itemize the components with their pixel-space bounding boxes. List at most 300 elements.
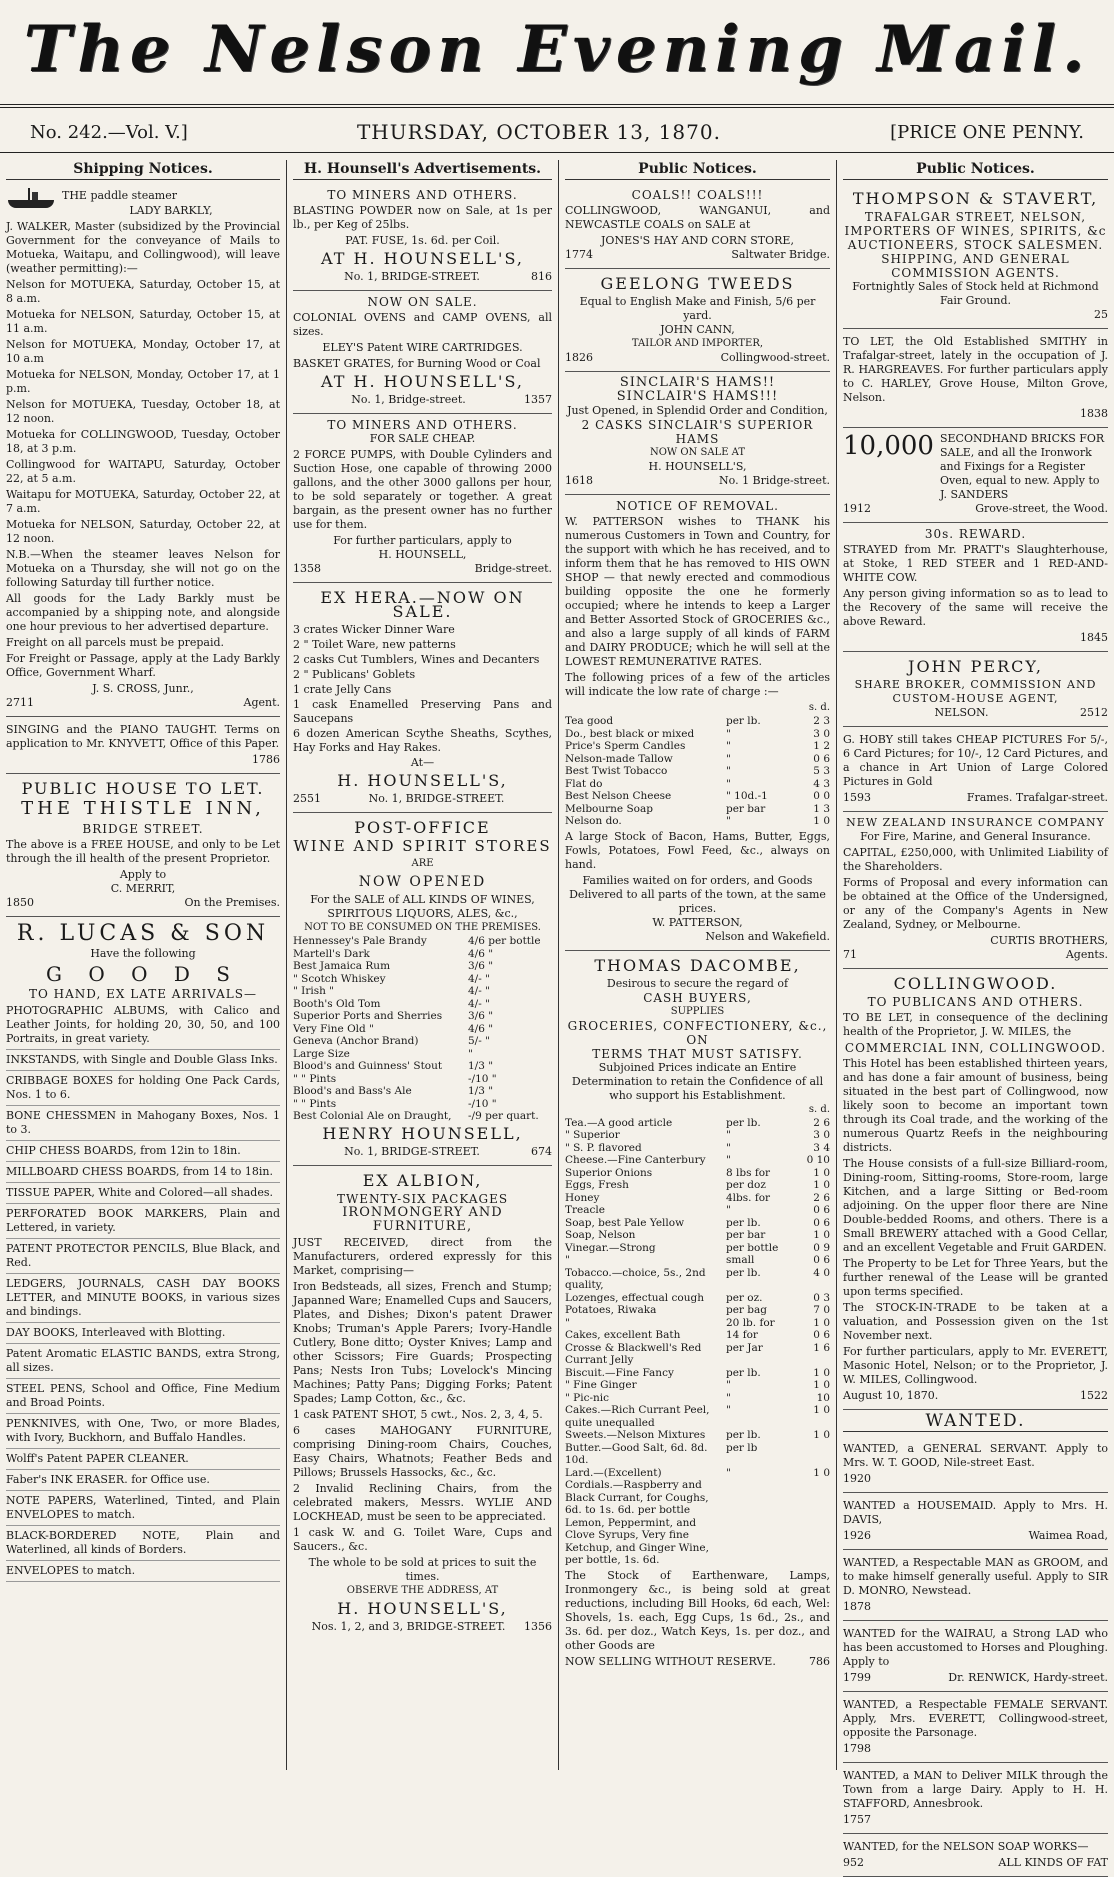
- price-item: " Superior: [565, 1129, 620, 1141]
- ad-body: The Stock of Earthenware, Lamps, Ironmongery &c., is being sold at great reductions, including Bill Hooks, 6d each, Wel: Shovels, 1s. each, Egg Cups, 1s 6d., 2s., and 3s. 6d. per doz., Watch Keys, 1s. per doz., and other Goods are: [565, 1568, 830, 1652]
- price-value: 3 4: [813, 1141, 830, 1154]
- price-row: [565, 1254, 830, 1267]
- ad-nz-insurance: [843, 812, 1108, 969]
- inn-street: BRIDGE STREET.: [82, 822, 204, 836]
- price-unit: small: [726, 1254, 755, 1266]
- ad-number: 1356: [524, 1619, 552, 1633]
- albion-item: Iron Bedsteads, all sizes, French and Stump; Japanned Ware; Enamelled Cups and Saucers, Plates, and Dishes; Dixon's patent Drawer Knobs; Truman's Apple Parers; Ivory-Handle Cutlery, Bone ditto; Oyster Knives; Lamp and other Scissors; Fire Guards; Prospecting Pans; Nests Iron Tubs; Lovelock's Mincing Machines; Patty Pans; Digging Forks; Patent Spades; Lamp Cotton, &c., &c.: [293, 1279, 552, 1405]
- price-value: 1 0: [813, 1229, 830, 1241]
- price-value: 2 6: [813, 1191, 830, 1204]
- price-value: 5 3: [813, 765, 830, 777]
- price-row: [565, 1367, 830, 1380]
- ad-line: ELEY'S Patent WIRE CARTRIDGES.: [322, 341, 523, 354]
- price-unit: ": [726, 1379, 731, 1391]
- price-value: [788, 1517, 830, 1567]
- price-unit: [726, 1479, 788, 1517]
- ad-number: 1912: [843, 502, 871, 515]
- ad-line: NOW OPENED: [358, 874, 487, 890]
- ad-contact: CURTIS BROTHERS,: [990, 934, 1108, 947]
- wine-name: Booth's Old Tom: [293, 997, 381, 1010]
- price-item: " S. P. flavored: [565, 1141, 642, 1154]
- ad-number: 786: [809, 1654, 830, 1668]
- price-row: [565, 790, 830, 803]
- price-unit: ": [726, 1141, 731, 1154]
- price-unit: per lb: [726, 1441, 758, 1454]
- price-row: [565, 1517, 830, 1567]
- column-header: Shipping Notices.: [6, 160, 280, 180]
- price-row: [565, 1129, 830, 1142]
- price-item: ": [565, 1316, 570, 1329]
- wine-price: 3/6 ": [468, 960, 494, 972]
- wine-price: -/10 ": [468, 1072, 497, 1085]
- price-unit: [726, 1517, 788, 1567]
- price-item: Soap, best Pale Yellow: [565, 1216, 685, 1229]
- price-unit: 8 lbs for: [726, 1166, 771, 1179]
- ad-body: TO BE LET, in consequence of the declining health of the Proprietor, J. W. MILES, the: [843, 1011, 1108, 1038]
- wine-price: -/9 per quart.: [468, 1110, 539, 1122]
- ad-seller: H. HOUNSELL'S,: [337, 1598, 508, 1618]
- ad-body: G. HOBY still takes CHEAP PICTURES For 5/-, 6 Card Pictures; for 10/-, 12 Card Pictures, and a chance in Art Union of Large Colored Pictures in Gold: [843, 733, 1108, 788]
- ad-seller: AT H. HOUNSELL'S,: [321, 372, 524, 391]
- ad-ex-hera: [293, 583, 552, 813]
- hera-item: 2 casks Cut Tumblers, Wines and Decanters: [293, 653, 540, 666]
- ad-line: GROCERIES, CONFECTIONERY, &c., ON: [567, 1018, 828, 1047]
- column-header: Public Notices.: [565, 160, 830, 180]
- ad-heading: EX HERA.—NOW ON SALE.: [320, 588, 525, 621]
- ad-lady-barkly: [6, 184, 280, 717]
- price-item: Sweets.—Nelson Mixtures: [565, 1429, 706, 1441]
- patterson-price-list: [565, 715, 830, 828]
- wine-price-row: [293, 1073, 552, 1086]
- goods-item: MILLBOARD CHESS BOARDS, from 14 to 18in.: [6, 1165, 280, 1183]
- ad-address: Bridge-street.: [474, 562, 552, 575]
- wanted-text: WANTED, a MAN to Deliver MILK through the Town from a large Dairy. Apply to H. H. STAFFORD, Annesbrook.: [843, 1769, 1108, 1810]
- wanted-section: [843, 1411, 1108, 1877]
- price-value: 0 0: [813, 790, 830, 802]
- wine-price-row: [293, 1023, 552, 1036]
- ad-heading: PUBLIC HOUSE TO LET.: [21, 779, 265, 798]
- wine-price-row: [293, 1048, 552, 1061]
- price-item: Best Twist Tobacco: [565, 765, 668, 777]
- arrivals-label: TO HAND, EX LATE ARRIVALS—: [29, 987, 257, 1001]
- ad-body: Families waited on for orders, and Goods Delivered to all parts of the town, at the same prices.: [569, 873, 826, 915]
- goods-item: PERFORATED BOOK MARKERS, Plain and Lettered, in variety.: [6, 1207, 280, 1239]
- wine-price: 4/6 ": [468, 947, 494, 960]
- price-unit: ": [726, 765, 731, 777]
- wine-price-row: [293, 998, 552, 1011]
- wine-name: " " Pints: [293, 1097, 337, 1110]
- ad-heading: TO MINERS AND OTHERS.: [327, 188, 518, 202]
- price-row: [565, 1404, 830, 1429]
- goods-item: Faber's INK ERASER. for Office use.: [6, 1473, 280, 1491]
- ad-heading: 30s. REWARD.: [924, 527, 1027, 541]
- wine-name: Best Colonial Ale on Draught,: [293, 1110, 452, 1122]
- price-row: [565, 1154, 830, 1167]
- ad-subheading: FOR SALE CHEAP.: [369, 432, 476, 445]
- price-row: [565, 1117, 830, 1130]
- goods-item: ENVELOPES to match.: [6, 1564, 280, 1582]
- price-item: Cakes, excellent Bath: [565, 1329, 681, 1341]
- goods-item: PHOTOGRAPHIC ALBUMS, with Calico and Leather Joints, for holding 20, 30, 50, and 100 Portraits, in great variety.: [6, 1004, 280, 1050]
- wine-name: " " Pints: [293, 1072, 337, 1085]
- ad-line: The whole to be sold at prices to suit the times.: [308, 1555, 537, 1583]
- ad-patterson: [565, 495, 830, 951]
- wanted-meta: [843, 1600, 1108, 1614]
- price-value: 10: [816, 1391, 830, 1404]
- ad-address: No. 1, Bridge-street.: [351, 393, 466, 406]
- sailing-item: Motueka for NELSON, Saturday, October 15, at 11 a.m.: [6, 308, 280, 335]
- price-item: Tobacco.—choice, 5s., 2nd quality,: [565, 1266, 706, 1291]
- price-row: [565, 1317, 830, 1330]
- albion-item: 1 cask PATENT SHOT, 5 cwt., Nos. 2, 3, 4, 5.: [293, 1407, 543, 1421]
- ad-body: Just Opened, in Splendid Order and Condition,: [567, 404, 828, 417]
- price-item: Best Nelson Cheese: [565, 790, 672, 802]
- price-row: [565, 1342, 830, 1367]
- ad-heading: GEELONG TWEEDS: [600, 274, 795, 293]
- price-value: 2 3: [813, 715, 830, 727]
- issue-price: [PRICE ONE PENNY.: [890, 121, 1084, 143]
- ad-body: STRAYED from Mr. PRATT's Slaughterhouse, at Stoke, 1 RED STEER and 1 RED-AND-WHITE COW.: [843, 543, 1108, 584]
- hera-item: 6 dozen American Scythe Sheaths, Scythes, Hay Forks and Hay Rakes.: [293, 727, 552, 754]
- goods-item: DAY BOOKS, Interleaved with Blotting.: [6, 1326, 280, 1344]
- ad-heading: NOW ON SALE.: [367, 295, 478, 309]
- wanted-meta: [843, 1856, 1108, 1870]
- ad-number: 1522: [1080, 1389, 1108, 1402]
- price-row: [565, 1242, 830, 1255]
- goods-item: BLACK-BORDERED NOTE, Plain and Waterlined, all kinds of Borders.: [6, 1529, 280, 1561]
- wine-price: 1/3 ": [468, 1085, 494, 1097]
- price-value: 0 3: [813, 1291, 830, 1304]
- ship-note: N.B.—When the steamer leaves Nelson for Motueka on a Thursday, she will not go on the following Saturday till further notice.: [6, 548, 280, 589]
- ad-address: Nos. 1, 2, and 3, BRIDGE-STREET.: [311, 1619, 506, 1633]
- wine-name: Blood's and Guinness' Stout: [293, 1060, 443, 1072]
- price-unit: per lb.: [726, 1216, 761, 1229]
- ad-address: Dr. RENWICK, Hardy-street.: [948, 1671, 1108, 1684]
- ad-line: NOW SELLING WITHOUT RESERVE.: [565, 1654, 776, 1668]
- ad-address: TRAFALGAR STREET, NELSON,: [864, 210, 1087, 224]
- albion-item: 6 cases MAHOGANY FURNITURE, comprising Dining-room Chairs, Couches, Easy Chairs, Whatnots; Feather Beds and Pillows; Brussels Hassocks, &c., &c.: [293, 1423, 552, 1479]
- ship-note: All goods for the Lady Barkly must be accompanied by a shipping note, and alongside one hour previous to her advertised departure.: [6, 592, 280, 633]
- wanted-ad: [843, 1692, 1108, 1763]
- price-item: Tea good: [565, 715, 614, 727]
- hera-item: 1 crate Jelly Cans: [293, 683, 392, 696]
- ad-body: W. PATTERSON wishes to THANK his numerous Customers in Town and Country, for the support with which he has received, and to inform them that he has removed to HIS OWN SHOP — that newly erected and commodious building opposite the one he formerly occupied; where he intends to keep a Larger and Better Assorted Stock of GROCERIES &c., and also a large supply of all kinds of FARM and DAIRY PRODUCE; which he will sell at the LOWEST REMUNERATIVE RATES.: [565, 515, 830, 668]
- ad-heading: EX ALBION,: [362, 1170, 483, 1190]
- price-item: " Pic-nic: [565, 1391, 610, 1404]
- ad-number: 71: [843, 948, 857, 961]
- price-unit: ": [726, 1154, 731, 1166]
- price-unit: " 10d.-1: [726, 790, 768, 802]
- goods-heading: G O O D S: [46, 962, 240, 986]
- price-item: Crosse & Blackwell's Red Currant Jelly: [565, 1341, 702, 1366]
- ad-role: Agents.: [1065, 948, 1108, 961]
- ad-wine-stores: [293, 813, 552, 1166]
- ad-contact: H. HOUNSELL,: [378, 548, 467, 561]
- ad-line: Desirous to secure the regard of: [606, 976, 789, 990]
- price-row: [565, 728, 830, 741]
- ad-number: 1926: [843, 1529, 871, 1542]
- price-value: 1 0: [813, 1404, 830, 1416]
- wanted-list: [843, 1436, 1108, 1877]
- ship-note: For Freight or Passage, apply at the Lady Barkly Office, Government Wharf.: [6, 652, 280, 679]
- sailing-item: Waitapu for MOTUEKA, Saturday, October 22, at 7 a.m.: [6, 488, 280, 515]
- wanted-ad: [843, 1621, 1108, 1692]
- hera-item: 2 " Toilet Ware, new patterns: [293, 638, 456, 651]
- ad-number: 25: [1094, 308, 1108, 321]
- ad-heading: THOMPSON & STAVERT,: [852, 189, 1099, 208]
- price-item: Cordials.—Raspberry and Black Currant, for Coughs, 6d. to 1s. 6d. per bottle: [565, 1479, 709, 1516]
- ad-body: COLLINGWOOD, WANGANUI, and NEWCASTLE COALS on SALE at: [565, 204, 830, 231]
- wanted-text: WANTED, a Respectable MAN as GROOM, and to make himself generally useful. Apply to SIR D. MONRO, Newstead.: [843, 1556, 1108, 1597]
- price-unit: 20 lb. for: [726, 1316, 775, 1329]
- price-unit: ": [726, 1204, 731, 1216]
- goods-item: INKSTANDS, with Single and Double Glass Inks.: [6, 1053, 280, 1071]
- sailing-item: Motueka for COLLINGWOOD, Tuesday, October 18, at 3 p.m.: [6, 428, 280, 455]
- price-value: 1 0: [813, 1316, 830, 1329]
- ad-number: 1358: [293, 562, 321, 575]
- price-value: 3 0: [813, 727, 830, 740]
- wine-name: Martell's Dark: [293, 947, 370, 960]
- wanted-heading: WANTED.: [843, 1414, 1108, 1432]
- price-value: 1 0: [813, 1179, 830, 1191]
- price-item: Nelson do.: [565, 815, 622, 827]
- column-public-notices-1: [558, 160, 836, 1770]
- masthead-title: The Nelson Evening Mail.: [23, 12, 1091, 87]
- wine-price: 5/- ": [468, 1035, 490, 1047]
- ad-line: OBSERVE THE ADDRESS, AT: [346, 1584, 499, 1596]
- dateline-rule: [0, 152, 1114, 153]
- issue-number: No. 242.—Vol. V.]: [30, 121, 188, 143]
- ad-body: J. WALKER, Master (subsidized by the Provincial Government for the conveyance of Mails to Motueka, Waitapu, and Collingwood), will leave (weather permitting):—: [6, 220, 280, 275]
- price-unit: per lb.: [726, 1266, 761, 1279]
- price-row: [565, 1142, 830, 1155]
- ad-address: No. 1, BRIDGE-STREET.: [344, 1144, 480, 1158]
- ad-line: COLONIAL OVENS and CAMP OVENS, all sizes.: [293, 311, 552, 338]
- price-row: [565, 1329, 830, 1342]
- price-unit: per lb.: [726, 1116, 761, 1129]
- wine-price-row: [293, 1098, 552, 1111]
- price-value: 1 0: [813, 815, 830, 827]
- goods-list: [6, 1004, 280, 1582]
- ad-line: SHIPPING, AND GENERAL COMMISSION AGENTS.: [881, 252, 1070, 280]
- wanted-text: WANTED a HOUSEMAID. Apply to Mrs. H. DAVIS,: [843, 1499, 1108, 1526]
- price-item: Lard.—(Excellent): [565, 1466, 662, 1479]
- price-item: Cheese.—Fine Canterbury: [565, 1154, 706, 1166]
- price-unit: per bag: [726, 1304, 767, 1316]
- wine-price-row: [293, 1060, 552, 1073]
- ad-reward: [843, 523, 1108, 652]
- price-item: Vinegar.—Strong: [565, 1241, 656, 1254]
- ad-number: 952: [843, 1856, 864, 1869]
- ad-number: 1920: [843, 1472, 871, 1485]
- price-unit: per lb.: [726, 1429, 761, 1441]
- collingwood-paragraph: The Property to be Let for Three Years, but the further renewal of the Lease will be granted upon terms specified.: [843, 1257, 1108, 1298]
- price-row: [565, 740, 830, 753]
- price-value: 0 10: [806, 1154, 830, 1166]
- ad-address: NELSON.: [934, 706, 989, 719]
- wanted-meta: [843, 1742, 1108, 1756]
- price-item: Nelson-made Tallow: [565, 752, 673, 765]
- ad-body: Equal to English Make and Finish, 5/6 per yard.: [579, 295, 816, 322]
- ad-public-house: [6, 774, 280, 917]
- price-row: [565, 1442, 830, 1467]
- price-value: 7 0: [813, 1304, 830, 1316]
- ad-line: IMPORTERS OF WINES, SPIRITS, &c: [844, 224, 1107, 238]
- wine-name: " Irish ": [293, 985, 335, 997]
- price-item: Flat do: [565, 777, 603, 790]
- ad-address: No. 1 Bridge-street.: [719, 474, 830, 487]
- ad-heading: SINCLAIR'S HAMS!!: [619, 375, 776, 390]
- ad-body: CAPITAL, £250,000, with Unlimited Liability of the Shareholders.: [843, 846, 1108, 873]
- ad-heading: NEW ZEALAND INSURANCE COMPANY: [846, 816, 1105, 829]
- goods-item: Wolff's Patent PAPER CLEANER.: [6, 1452, 280, 1470]
- ad-body: The above is a FREE HOUSE, and only to be Let through the ill health of the present Proprietor.: [6, 838, 280, 865]
- price-value: 0 6: [813, 752, 830, 765]
- price-row: [565, 815, 830, 828]
- price-value: 0 6: [813, 1204, 830, 1216]
- price-item: Cakes.—Rich Currant Peel, quite unequalled: [565, 1404, 710, 1429]
- goods-item: PATENT PROTECTOR PENCILS, Blue Black, and Red.: [6, 1242, 280, 1274]
- price-row: [565, 1192, 830, 1205]
- price-unit: per lb.: [726, 1366, 761, 1379]
- price-unit: per lb.: [726, 715, 761, 727]
- wine-price-row: [293, 960, 552, 973]
- price-value: 1 3: [813, 802, 830, 815]
- wine-name: Blood's and Bass's Ale: [293, 1085, 412, 1097]
- wanted-text: WANTED, for the NELSON SOAP WORKS—: [843, 1840, 1089, 1853]
- price-row: [565, 1467, 830, 1480]
- price-unit: ": [726, 777, 731, 790]
- ad-line: BASKET GRATES, for Burning Wood or Coal: [293, 357, 541, 370]
- ad-address: No. 1, BRIDGE-STREET.: [344, 270, 480, 283]
- price-row: [565, 765, 830, 778]
- price-item: Superior Onions: [565, 1166, 653, 1179]
- price-units: s. d.: [808, 702, 830, 713]
- ad-intro: The following prices of a few of the articles will indicate the low rate of charge :—: [565, 671, 830, 698]
- price-unit: ": [726, 727, 731, 740]
- ad-body: Forms of Proposal and every information can be obtained at the Office of the Undersigned, or any of the Company's Agents in New Zealand, Sydney, or Melbourne.: [843, 876, 1108, 931]
- ad-body: BLASTING POWDER now on Sale, at 1s per lb., per Keg of 25lbs.: [293, 204, 552, 231]
- goods-item: BONE CHESSMEN in Mahogany Boxes, Nos. 1 to 3.: [6, 1109, 280, 1141]
- top-rule-2: [0, 107, 1114, 108]
- hera-item: 2 " Publicans' Goblets: [293, 668, 416, 681]
- price-item: Do., best black or mixed: [565, 727, 695, 740]
- ad-number: 1838: [1080, 407, 1108, 420]
- wanted-text: WANTED, a GENERAL SERVANT. Apply to Mrs. W. T. GOOD, Nile-street East.: [843, 1442, 1108, 1469]
- price-row: [565, 715, 830, 728]
- sailing-item: Motueka for NELSON, Saturday, October 22, at 12 noon.: [6, 518, 280, 545]
- ad-role: Agent.: [243, 696, 280, 709]
- ad-force-pumps: [293, 414, 552, 583]
- ad-thompson-stavert: [843, 184, 1108, 329]
- price-row: [565, 1392, 830, 1405]
- wine-price: 4/- ": [468, 972, 490, 985]
- ad-number: 1799: [843, 1671, 871, 1684]
- wanted-meta: [843, 1472, 1108, 1486]
- ad-role: TAILOR AND IMPORTER,: [631, 338, 764, 349]
- fuse-price: PAT. FUSE, 1s. 6d. per Coil.: [345, 234, 500, 247]
- ad-lucas: [6, 917, 280, 1591]
- ad-location: JONES'S HAY AND CORN STORE,: [601, 234, 794, 247]
- wine-price: ": [468, 1047, 473, 1060]
- price-value: 1 0: [813, 1429, 830, 1441]
- ad-subheading: TO PUBLICANS AND OTHERS.: [867, 995, 1084, 1009]
- ad-line: SUPPLIES: [670, 1005, 725, 1017]
- price-row: [565, 1479, 830, 1517]
- masthead: [0, 0, 1114, 100]
- price-item: Biscuit.—Fine Fancy: [565, 1366, 674, 1379]
- price-value: 1 0: [813, 1366, 830, 1379]
- ad-heading: POST-OFFICE: [354, 818, 491, 837]
- price-value: [788, 1479, 830, 1517]
- top-rule: [0, 104, 1114, 105]
- price-row: [565, 1179, 830, 1192]
- albion-list: [293, 1280, 552, 1554]
- wine-name: Large Size: [293, 1047, 350, 1060]
- ad-location: On the Premises.: [184, 896, 280, 909]
- ad-role: SHARE BROKER, COMMISSION AND CUSTOM-HOUSE AGENT,: [854, 678, 1097, 705]
- ad-number: 1593: [843, 791, 871, 804]
- wine-price: 4/6 per bottle: [468, 935, 541, 947]
- wine-name: Best Jamaica Rum: [293, 960, 391, 972]
- price-item: Melbourne Soap: [565, 802, 653, 815]
- ad-number: 1878: [843, 1600, 871, 1613]
- ad-body: Fortnightly Sales of Stock held at Richmond Fair Ground.: [852, 280, 1099, 307]
- ad-number: 674: [531, 1144, 552, 1158]
- ad-heading: COLLINGWOOD.: [893, 974, 1058, 993]
- price-item: Eggs, Fresh: [565, 1179, 629, 1191]
- price-value: 0 6: [813, 1254, 830, 1266]
- bricks-count: 10,000: [843, 431, 934, 461]
- price-value: 2 6: [813, 1116, 830, 1129]
- price-unit: ": [726, 1466, 731, 1479]
- inn-name: THE THISTLE INN,: [21, 798, 265, 819]
- ad-number: 2711: [6, 696, 34, 709]
- wine-price: 3/6 ": [468, 1010, 494, 1022]
- price-value: 0 9: [813, 1241, 830, 1254]
- ad-address: No. 1, BRIDGE-STREET.: [368, 792, 505, 805]
- ad-number: 1774: [565, 248, 593, 261]
- price-row: [565, 803, 830, 816]
- ad-intro: Subjoined Prices indicate an Entire Determination to retain the Confidence of all who support his Establishment.: [571, 1060, 824, 1102]
- price-value: 1 0: [813, 1166, 830, 1179]
- price-unit: 4lbs. for: [726, 1191, 771, 1204]
- ad-heading: NOTICE OF REMOVAL.: [616, 499, 779, 513]
- collingwood-paragraphs: [843, 1057, 1108, 1387]
- sailing-item: Collingwood for WAITAPU, Saturday, October 22, at 5 a.m.: [6, 458, 280, 485]
- price-item: Potatoes, Riwaka: [565, 1304, 657, 1316]
- ad-date: August 10, 1870.: [843, 1389, 939, 1402]
- column-hounsell: [286, 160, 558, 1770]
- ad-john-percy: [843, 652, 1108, 727]
- price-row: [565, 1267, 830, 1292]
- hera-item: 1 cask Enamelled Preserving Pans and Saucepans: [293, 698, 552, 725]
- ad-line: ARE: [411, 858, 434, 869]
- price-unit: per bottle: [726, 1241, 779, 1254]
- price-item: Butter.—Good Salt, 6d. 8d. 10d.: [565, 1441, 708, 1466]
- collingwood-paragraph: The House consists of a full-size Billiard-room, Dining-room, Sitting-rooms, Store-room, large Kitchen, and a large Sitting or Bed-room adjoining. On the upper floor there are Nine Double-bedded Rooms, and others. There is a Small BREWERY attached with a Good Cellar, and an excellent Vegetable and Fruit GARDEN.: [843, 1157, 1108, 1254]
- price-row: [565, 1304, 830, 1317]
- collingwood-paragraph: For further particulars, apply to Mr. EVERETT, Masonic Hotel, Nelson; or to the Proprietor, J. W. MILES, Collingwood.: [843, 1345, 1108, 1386]
- ad-intro: JUST RECEIVED, direct from the Manufacturers, ordered expressly for this Market, comprising—: [293, 1235, 552, 1277]
- price-value: 4 0: [813, 1266, 830, 1279]
- price-unit: per doz: [726, 1179, 766, 1191]
- ad-heading-2: SINCLAIR'S HAMS!!!: [616, 389, 779, 404]
- ad-line: At—: [410, 756, 435, 769]
- goods-item: CRIBBAGE BOXES for holding One Pack Cards, Nos. 1 to 6.: [6, 1074, 280, 1106]
- price-units: s. d.: [808, 1103, 830, 1115]
- price-value: 1 2: [813, 740, 830, 752]
